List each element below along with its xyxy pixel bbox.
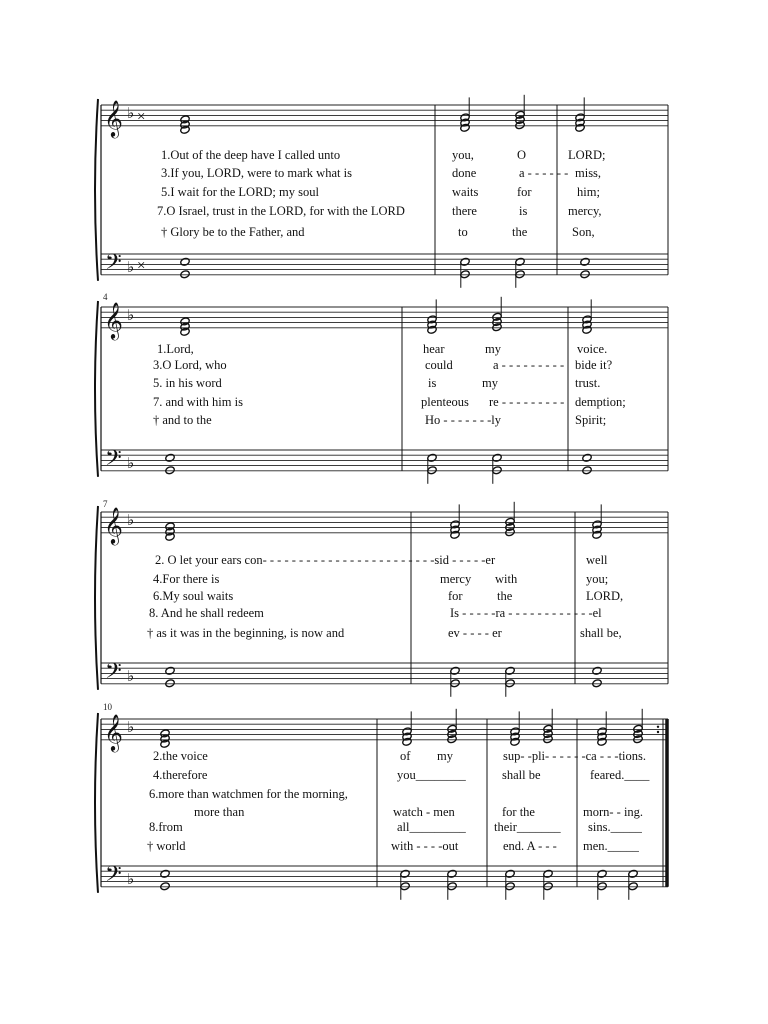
- gloria-syllable: with - - - -out: [391, 839, 459, 853]
- verse-2-syllable: well: [586, 553, 608, 567]
- verse-2-syllable: my: [437, 749, 453, 763]
- bass-chord-note: [165, 453, 175, 462]
- bass-chord-note: [543, 869, 553, 878]
- bass-chord-note: [447, 869, 457, 878]
- verse-3-syllable: could: [425, 358, 453, 372]
- bass-chord-note: [592, 679, 602, 688]
- system-brace-icon: [95, 99, 98, 281]
- verse-3-syllable: a - - - - - -: [519, 166, 569, 180]
- system-brace-icon: [95, 301, 98, 477]
- verse-6-syllable: morn- - ing.: [583, 805, 644, 819]
- verse-4-syllable: feared.____: [590, 768, 650, 782]
- treble-clef-icon: 𝄞: [104, 99, 123, 137]
- verse-7-syllable: demption;: [575, 395, 626, 409]
- measure-number: 10: [103, 702, 112, 712]
- gloria-syllable: ev - - - - er: [448, 626, 502, 640]
- gloria-syllable: Ho - - - - - - -ly: [425, 413, 502, 427]
- flat-icon: ♭: [127, 454, 135, 472]
- verse-5-line-text: 5. in his word: [153, 376, 222, 390]
- verse-5-syllable: my: [482, 376, 498, 390]
- repeat-dot: [657, 731, 659, 733]
- bass-clef-icon: 𝄢: [105, 659, 122, 689]
- bass-chord-note: [165, 466, 175, 475]
- verse-8-syllable: sins._____: [588, 820, 642, 834]
- bass-chord-note: [580, 257, 590, 266]
- verse-4-syllable: with: [495, 572, 518, 586]
- verse-6-syllable: watch - men: [393, 805, 455, 819]
- gloria-syllable: end. A - - -: [503, 839, 557, 853]
- time-signature-x: ×: [137, 258, 146, 274]
- verse-1-syllable: LORD;: [568, 148, 606, 162]
- verse-4-line-text: 4.For there is: [153, 572, 220, 586]
- gloria-syllable: Spirit;: [575, 413, 607, 427]
- system-brace-icon: [95, 506, 98, 690]
- bass-chord-note: [460, 257, 470, 266]
- bass-chord-note: [447, 882, 457, 891]
- verse-5-syllable: for: [517, 185, 532, 199]
- verse-6-syllable: the: [497, 589, 513, 603]
- verse-4-syllable: you________: [397, 768, 466, 782]
- verse-7-syllable: plenteous: [421, 395, 469, 409]
- verse-4-syllable: mercy: [440, 572, 472, 586]
- measure-number: 4: [103, 292, 108, 302]
- bass-clef-icon: 𝄢: [105, 250, 122, 280]
- verse-5-line-text: 5.I wait for the LORD; my soul: [161, 185, 319, 199]
- verse-6-line-text: 6.more than watchmen for the morning,: [149, 787, 348, 801]
- gloria-line-text: † world: [147, 839, 186, 853]
- verse-7-syllable: there: [452, 204, 477, 218]
- gloria-line-text: † Glory be to the Father, and: [161, 225, 305, 239]
- repeat-dot: [657, 726, 659, 728]
- verse-5-syllable: is: [428, 376, 437, 390]
- flat-icon: ♭: [127, 306, 135, 324]
- bass-chord-note: [505, 679, 515, 688]
- verse-6-line-text: 6.My soul waits: [153, 589, 234, 603]
- verse-3-syllable: miss,: [575, 166, 602, 180]
- verse-7-syllable: mercy,: [568, 204, 602, 218]
- verse-8-line-text: 8.from: [149, 820, 183, 834]
- verse-2-line-text: 2.the voice: [153, 749, 208, 763]
- verse-3-line-text: 3.O Lord, who: [153, 358, 227, 372]
- verse-7-line-text: 7. and with him is: [153, 395, 243, 409]
- verse-6-syllable: for the: [502, 805, 535, 819]
- gloria-syllable: men._____: [583, 839, 639, 853]
- verse-1-syllable: O: [517, 148, 527, 162]
- flat-icon: ♭: [127, 667, 135, 685]
- bass-chord-note: [450, 679, 460, 688]
- bass-chord-note: [450, 666, 460, 675]
- bass-chord-note: [628, 882, 638, 891]
- bass-chord-note: [597, 869, 607, 878]
- verse-2-syllable: of: [400, 749, 411, 763]
- bass-clef-icon: 𝄢: [105, 446, 122, 476]
- bass-chord-note: [165, 679, 175, 688]
- treble-clef-icon: 𝄞: [104, 713, 123, 751]
- system-brace-icon: [95, 713, 98, 893]
- treble-clef-icon: 𝄞: [104, 301, 123, 339]
- verse-8-syllable: their_______: [494, 820, 561, 834]
- gloria-syllable: to: [458, 225, 468, 239]
- bass-chord-note: [460, 270, 470, 279]
- bass-chord-note: [400, 869, 410, 878]
- verse-1-syllable: hear: [423, 342, 445, 356]
- verse-7-syllable: re - - - - - - - - -: [489, 395, 565, 409]
- verse-1-line-text: 1.Out of the deep have I called unto: [161, 148, 341, 162]
- verse-4-syllable: shall be: [502, 768, 541, 782]
- verse-2-syllable: sup- -pli- - - - - -ca - - -tions.: [503, 749, 647, 763]
- bass-chord-note: [180, 270, 190, 279]
- bass-chord-note: [597, 882, 607, 891]
- verse-1-syllable: my: [485, 342, 501, 356]
- verse-7-line-text: 7.O Israel, trust in the LORD, for with the LORD: [157, 204, 405, 218]
- verse-1-syllable: you,: [452, 148, 474, 162]
- bass-chord-note: [160, 882, 170, 891]
- bass-chord-note: [582, 453, 592, 462]
- bass-chord-note: [160, 869, 170, 878]
- gloria-syllable: shall be,: [580, 626, 622, 640]
- treble-clef-icon: 𝄞: [104, 506, 123, 544]
- flat-icon: ♭: [127, 870, 135, 888]
- verse-6-syllable: LORD,: [586, 589, 624, 603]
- flat-icon: ♭: [127, 511, 135, 529]
- verse-1-syllable: voice.: [577, 342, 608, 356]
- bass-clef-icon: 𝄢: [105, 862, 122, 892]
- bass-chord-note: [592, 666, 602, 675]
- bass-chord-note: [628, 869, 638, 878]
- bass-chord-note: [580, 270, 590, 279]
- verse-6-line-text-cont: more than: [194, 805, 245, 819]
- verse-3-syllable: a - - - - - - - - -: [493, 358, 565, 372]
- verse-4-line-text: 4.therefore: [153, 768, 208, 782]
- bass-chord-note: [427, 453, 437, 462]
- bass-chord-note: [427, 466, 437, 475]
- verse-8-syllable: Is - - - - -ra - - - - - - - - - - - -el: [450, 606, 602, 620]
- bass-chord-note: [492, 466, 502, 475]
- verse-3-syllable: done: [452, 166, 477, 180]
- bass-chord-note: [492, 453, 502, 462]
- verse-8-line-text: 8. And he shall redeem: [149, 606, 264, 620]
- gloria-syllable: the: [512, 225, 528, 239]
- verse-8-syllable: all_________: [397, 820, 466, 834]
- verse-5-syllable: him;: [577, 185, 600, 199]
- bass-chord-note: [400, 882, 410, 891]
- gloria-line-text: † and to the: [153, 413, 212, 427]
- verse-3-syllable: bide it?: [575, 358, 613, 372]
- verse-2-line-text: 2. O let your ears con- - - - - - - - - - - - - - - - - - - - - - - -sid - - - - -er: [155, 553, 496, 567]
- verse-5-syllable: trust.: [575, 376, 601, 390]
- measure-number: 7: [103, 499, 108, 509]
- gloria-line-text: † as it was in the beginning, is now and: [147, 626, 345, 640]
- flat-icon: ♭: [127, 104, 135, 122]
- bass-chord-note: [505, 666, 515, 675]
- flat-icon: ♭: [127, 718, 135, 736]
- time-signature-x: ×: [137, 109, 146, 125]
- verse-6-syllable: for: [448, 589, 463, 603]
- bass-chord-note: [505, 869, 515, 878]
- bass-chord-note: [582, 466, 592, 475]
- bass-chord-note: [515, 270, 525, 279]
- verse-4-syllable: you;: [586, 572, 609, 586]
- bass-chord-note: [180, 257, 190, 266]
- verse-5-syllable: waits: [452, 185, 479, 199]
- verse-3-line-text: 3.If you, LORD, were to mark what is: [161, 166, 352, 180]
- bass-chord-note: [505, 882, 515, 891]
- bass-chord-note: [543, 882, 553, 891]
- verse-1-line-text: 1.Lord,: [157, 342, 194, 356]
- gloria-syllable: Son,: [572, 225, 595, 239]
- bass-chord-note: [515, 257, 525, 266]
- bass-chord-note: [165, 666, 175, 675]
- verse-7-syllable: is: [519, 204, 528, 218]
- flat-icon: ♭: [127, 258, 135, 276]
